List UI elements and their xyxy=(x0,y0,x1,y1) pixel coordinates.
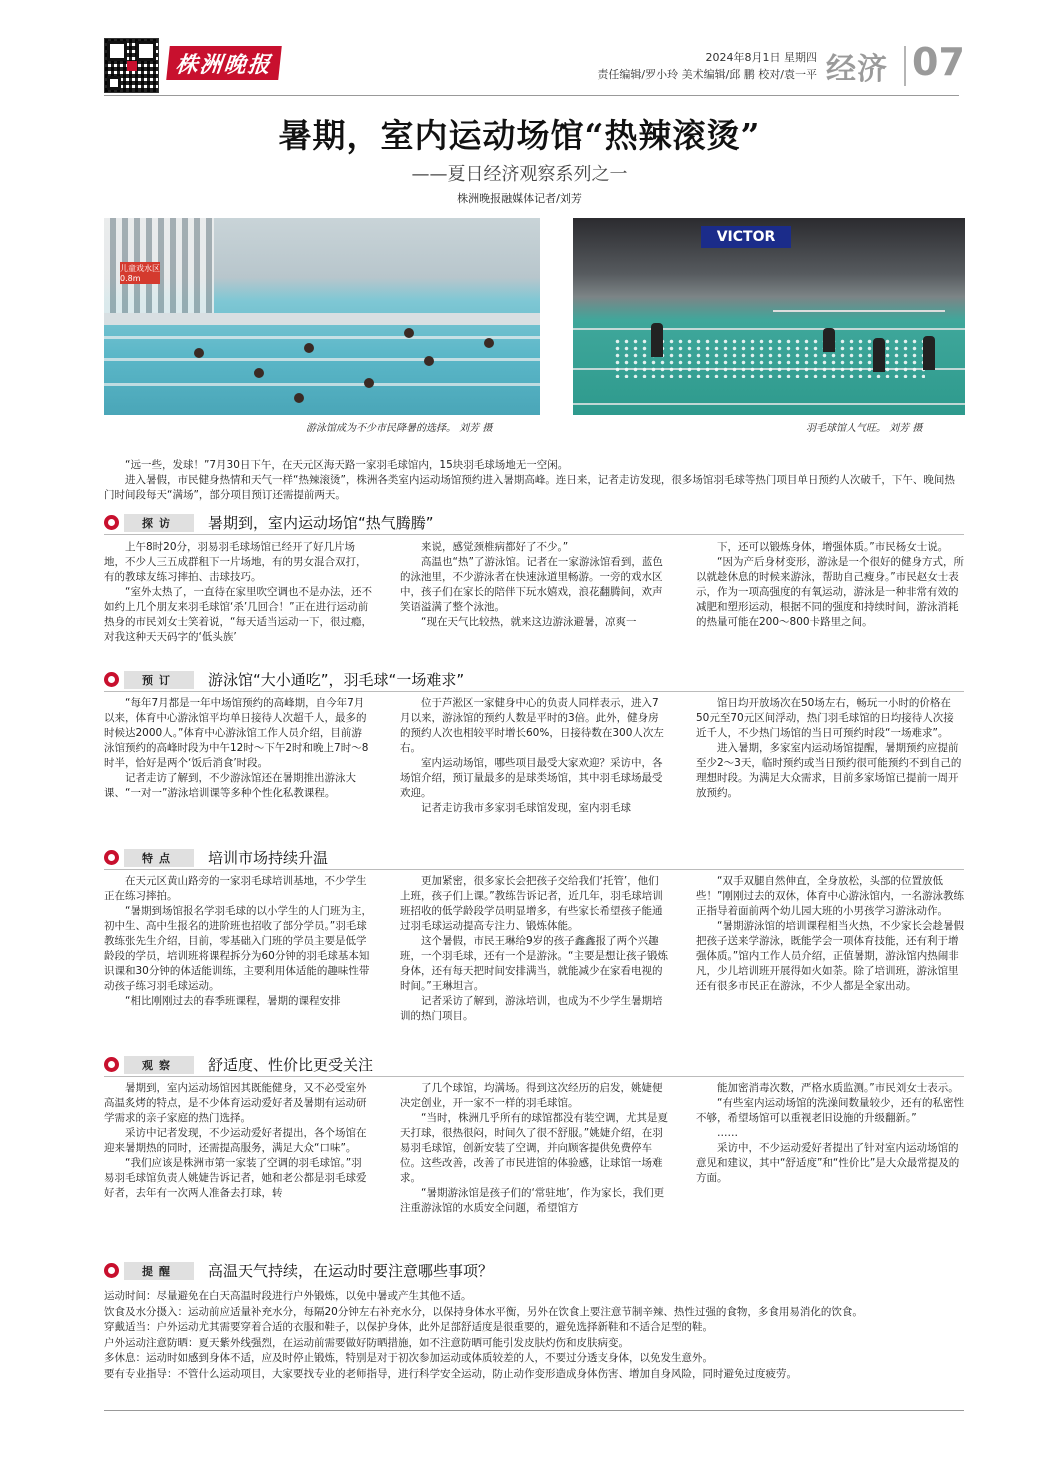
section-header xyxy=(104,669,964,691)
paragraph: 记者采访了解到，游泳培训，也成为不少学生暑期培训的热门项目。 xyxy=(400,995,663,1022)
player xyxy=(873,338,885,372)
paragraph: 馆日均开放场次在50场左右，畅玩一小时的价格在50元至70元区间浮动，热门羽毛球馆的日均接待人次接近千人，不少热门场馆的当日可预约时段“一场难求”。 xyxy=(696,697,954,739)
swimmer xyxy=(364,378,374,388)
tip-item: 户外运动注意防晒：夏天紫外线强烈，在运动前需要做好防晒措施，如不注意防晒可能引发皮肤灼伤和皮肤病变。 xyxy=(104,1336,629,1349)
article-byline: 株洲晚报融媒体记者/刘芳 xyxy=(457,192,582,205)
section-rule xyxy=(104,691,964,692)
pool-railing xyxy=(104,313,540,325)
paragraph: 这个暑假，市民王琳给9岁的孩子鑫鑫报了两个兴趣班，一个羽毛球，还有一个是游泳。“主要是想让孩子锻炼身体，还有每天把时间安排满当，就能减少在家看电视的时间。”王琳坦言。 xyxy=(400,935,668,992)
sponsor-banner: VICTOR xyxy=(701,226,791,248)
badminton-net xyxy=(773,310,945,312)
qr-code[interactable] xyxy=(104,38,159,93)
paragraph: 采访中，不少运动爱好者提出了针对室内运动场馆的意见和建议，其中“舒适度”和“性价比”是大众最常提及的方面。 xyxy=(696,1142,960,1184)
bullet-icon xyxy=(104,1057,119,1072)
court-line xyxy=(573,328,965,330)
bullet-icon xyxy=(104,515,119,530)
swimmer xyxy=(424,356,434,366)
section-rule xyxy=(104,534,964,535)
paragraph: 进入暑期，多家室内运动场馆提醒，暑期预约应提前至少2～3天，临时预约或当日预约很可能预约不到自己的理想时段。为满足大众需求，目前多家场馆已提前一周开放预约。 xyxy=(696,742,962,799)
intro-paragraph: 进入暑假，市民健身热情和天气一样“热辣滚烫”，株洲各类室内运动场馆预约进入暑期高峰。连日来，记者走访发现，很多场馆羽毛球等热门项目单日预约人次破千，下午、晚间热门时间段每天“满场”，部分项目预订还需提前两天。 xyxy=(104,474,955,501)
player xyxy=(651,323,663,357)
footer-rule xyxy=(104,1410,964,1411)
section-tag: 提醒 xyxy=(124,1262,194,1280)
pool-photo-caption: 游泳馆成为不少市民降暑的选择。 刘芳 摄 xyxy=(306,423,493,434)
section-tag: 预订 xyxy=(124,671,194,689)
section-tag: 观察 xyxy=(124,1056,194,1074)
paragraph: …… xyxy=(717,1127,738,1139)
paragraph: 记者走访我市多家羽毛球馆发现，室内羽毛球 xyxy=(421,802,631,814)
swimmer xyxy=(404,328,414,338)
paragraph: “每年7月都是一年中场馆预约的高峰期，自今年7月以来，体育中心游泳馆平均单日接待人次超千人，最多的时候达2000人。”体育中心游泳馆工作人员介绍，目前游泳馆预约的高峰时段为中午12时～下午2时和晚上7时～8时半，恰好是两个‘饭后消食’时段。 xyxy=(104,697,369,769)
section-header xyxy=(104,847,964,869)
tip-item: 穿戴适当：户外运动尤其需要穿着合适的衣服和鞋子，以保护身体，此外足部舒适度是很重要的，避免选择新鞋和不适合足型的鞋。 xyxy=(104,1321,713,1333)
paragraph: “我们应该是株洲市第一家装了空调的羽毛球馆。”羽易羽毛球馆负责人姚婕告诉记者，她和老公都是羽毛球爱好者，去年有一次两人准备去打球，转 xyxy=(104,1157,367,1199)
paragraph: “双手双腿自然伸直，全身放松，头部的位置放低些！”刚刚过去的双休，体育中心游泳馆内，一名游泳教练正指导着面前两个幼儿园大班的小男孩学习游泳动作。 xyxy=(696,875,964,917)
swimmer xyxy=(294,393,304,403)
section-tag: 探访 xyxy=(124,514,194,532)
swimmer xyxy=(254,368,264,378)
section-title: 培训市场持续升温 xyxy=(208,849,329,867)
text-column xyxy=(400,874,668,1036)
tips-header xyxy=(104,1260,964,1282)
paragraph: “暑期游泳馆是孩子们的‘常驻地’，作为家长，我们更注重游泳馆的水质安全问题，希望馆方 xyxy=(400,1187,665,1214)
section-name: 经济 xyxy=(826,52,888,87)
pool-lane-line xyxy=(104,383,540,386)
paragraph: “室外太热了，一直待在家里吹空调也不是办法，还不如约上几个朋友来羽毛球馆‘杀’几回合！”正在进行运动前热身的市民刘女士笑着说，“每天适当运动一下，很过瘾，对我这种天天码字的‘低头族’ xyxy=(104,586,372,643)
paragraph: 采访中记者发现，不少运动爱好者提出，各个场馆在迎来暑期热的同时，还需提高服务，满足大众“口味”。 xyxy=(104,1127,367,1154)
bullet-icon xyxy=(104,1263,119,1278)
text-column xyxy=(696,540,964,650)
player xyxy=(923,336,935,370)
text-column xyxy=(104,1081,372,1241)
paragraph: 位于芦淞区一家健身中心的负责人同样表示，进入7月以来，游泳馆的预约人数是平时的3倍。此外，健身房的预约人次也相较平时增长60%，日接待数在300人次左右。 xyxy=(400,697,664,754)
text-column xyxy=(104,540,372,650)
text-column xyxy=(104,874,372,1036)
paragraph: 下，还可以锻炼身体，增强体质。”市民杨女士说。 xyxy=(717,541,949,553)
issue-date: 2024年8月1日 星期四 xyxy=(705,51,817,64)
section-tag: 特点 xyxy=(124,849,194,867)
paragraph: 能加密消毒次数，严格水质监测。”市民刘女士表示。 xyxy=(717,1082,959,1094)
tip-item: 多休息：运动时如感到身体不适，应及时停止锻炼，特别是对于初次参加运动或体质较差的人，不要过分透支身体，以免发生意外。 xyxy=(104,1352,713,1364)
text-column xyxy=(400,1081,668,1241)
swimmer xyxy=(194,348,204,358)
paragraph: “现在天气比较热，就来这边游泳避暑，凉爽一 xyxy=(421,616,637,628)
section-rule xyxy=(104,869,964,870)
swimmer xyxy=(304,343,314,353)
paragraph: “相比刚刚过去的春季班课程，暑期的课程安排 xyxy=(125,995,341,1007)
paragraph: 在天元区黄山路旁的一家羽毛球培训基地，不少学生正在练习摔拍。 xyxy=(104,875,367,902)
paragraph: 记者走访了解到，不少游泳馆还在暑期推出游泳大课、“一对一”游泳培训课等多种个性化私教课程。 xyxy=(104,772,356,799)
paragraph: 更加紧密，很多家长会把孩子交给我们‘托管’，他们上班，孩子们上课。”教练告诉记者，近几年，羽毛球培训班招收的低学龄段学员明显增多，有些家长希望孩子能通过羽毛球运动提高专注力、锻炼体能。 xyxy=(400,875,663,932)
text-column xyxy=(104,696,372,824)
court-photo-caption: 羽毛球馆人气旺。 刘芳 摄 xyxy=(806,423,923,434)
section-title: 游泳馆“大小通吃”，羽毛球“一场难求” xyxy=(208,671,465,689)
page-number: 07 xyxy=(912,40,965,84)
text-column xyxy=(696,1081,964,1241)
editor-credits: 责任编辑/罗小玲 美术编辑/邱 鹏 校对/袁一平 xyxy=(597,68,817,81)
paragraph: 上午8时20分，羽易羽毛球场馆已经开了好几片场地，不少人三五成群租下一片场地，有的男女混合双打，有的教球友练习摔拍、击球技巧。 xyxy=(104,541,367,583)
paragraph: “暑期到场馆报名学羽毛球的以小学生的人门班为主，初中生、高中生报名的进阶班也招收了部分学员。”羽毛球教练张先生介绍，目前，零基础入门班的学员主要是低学龄段的学员，培训班将课程拆分为60分钟的羽毛球基本知识课和30分钟的体适能训练，主要利用体适能的趣味性带动孩子练习羽毛球运动。 xyxy=(104,905,372,992)
section-title: 暑期到，室内运动场馆“热气腾腾” xyxy=(208,514,434,532)
text-column xyxy=(400,696,668,824)
section-title: 高温天气持续，在运动时要注意哪些事项？ xyxy=(208,1262,494,1280)
paragraph: “因为产后身材变形，游泳是一个很好的健身方式，所以就趁休息的时候来游泳，帮助自己瘦身。”市民赵女士表示，作为一项高强度的有氧运动，游泳是一种非常有效的减肥和塑形运动，根据不同的强度和持续时间，游泳消耗的热量可能在200～800卡路里之间。 xyxy=(696,556,964,628)
section-rule xyxy=(104,1076,964,1077)
paragraph: 来说，感觉颈椎病都好了不少。” xyxy=(421,541,569,553)
paragraph: 室内运动场馆，哪些项目最受大家欢迎？采访中，各场馆介绍，预订量最多的是球类场馆，其中羽毛球场最受欢迎。 xyxy=(400,757,663,799)
paragraph: “有些室内运动场馆的洗澡间数量较少，还有的私密性不够，希望场馆可以重视老旧设施的升级翻新。” xyxy=(696,1097,964,1124)
section-header xyxy=(104,1054,964,1076)
intro-paragraph: “远一些，发球！”7月30日下午，在天元区海天路一家羽毛球馆内，15块羽毛球场地无一空闲。 xyxy=(125,459,569,471)
swimming-pool-photo xyxy=(104,218,540,415)
tips-list xyxy=(104,1289,964,1382)
paragraph: 高温也“热”了游泳馆。记者在一家游泳馆看到，蓝色的泳池里，不少游泳者在快速泳道里畅游。一旁的戏水区中，孩子们在家长的陪伴下玩水嬉戏，浪花翻腾间，欢声笑语溢满了整个泳池。 xyxy=(400,556,663,613)
header-divider xyxy=(904,46,906,86)
text-column xyxy=(696,696,964,824)
player xyxy=(823,328,835,352)
paragraph: 暑期到，室内运动场馆因其既能健身，又不必受室外高温炙烤的特点，是不少体育运动爱好者及暑期有运动研学需求的亲子家庭的热门选择。 xyxy=(104,1082,367,1124)
paragraph: “当时，株洲几乎所有的球馆都没有装空调，尤其是夏天打球，很热很闷，时间久了很不舒服。”姚婕介绍，在羽易羽毛球馆，创新安装了空调，并向顾客提供免费停车位。这些改善，改善了市民进馆的体验感，让球馆一场难求。 xyxy=(400,1112,668,1184)
tip-item: 饮食及水分摄入：运动前应适量补充水分，每隔20分钟左右补充水分，以保持身体水平衡，另外在饮食上要注意节制辛辣、热性过强的食物，多食用易消化的饮食。 xyxy=(104,1305,863,1318)
court-line xyxy=(573,403,965,405)
header-rule xyxy=(104,95,959,96)
swimmer xyxy=(484,338,494,348)
newspaper-masthead: 株洲晚报 xyxy=(166,46,282,80)
bullet-icon xyxy=(104,850,119,865)
paragraph: 了几个球馆，均满场。得到这次经历的启发，姚婕便决定创业，开一家不一样的羽毛球馆。 xyxy=(400,1082,663,1109)
tip-item: 要有专业指导：不管什么运动项目，大家要找专业的老师指导，进行科学安全运动，防止动作变形造成身体伤害、增加自身风险，同时避免过度疲劳。 xyxy=(104,1367,797,1380)
pool-depth-sign: 儿童戏水区 0.8m xyxy=(120,264,160,283)
text-column xyxy=(400,540,668,650)
article-subtitle: ——夏日经济观察系列之一 xyxy=(411,164,628,185)
pool-lane-line xyxy=(104,358,540,361)
article-title: 暑期，室内运动场馆“热辣滚烫” xyxy=(278,116,761,155)
section-title: 舒适度、性价比更受关注 xyxy=(208,1056,374,1074)
text-column xyxy=(696,874,964,1036)
bullet-icon xyxy=(104,672,119,687)
paragraph: “暑期游泳馆的培训课程相当火热，不少家长会趁暑假把孩子送来学游泳，既能学会一项体育技能，还有利于增强体质。”馆内工作人员介绍，正值暑期，游泳馆内热闹非凡，少儿培训班开展得如火如荼。除了培训班，游泳馆里还有很多市民正在游泳，不少人都是全家出动。 xyxy=(696,920,964,992)
tip-item: 运动时间：尽量避免在白天高温时段进行户外锻炼，以免中暑或产生其他不适。 xyxy=(104,1290,472,1302)
section-header xyxy=(104,512,964,534)
pool-lane-line xyxy=(104,336,540,339)
badminton-court-photo xyxy=(573,218,965,415)
